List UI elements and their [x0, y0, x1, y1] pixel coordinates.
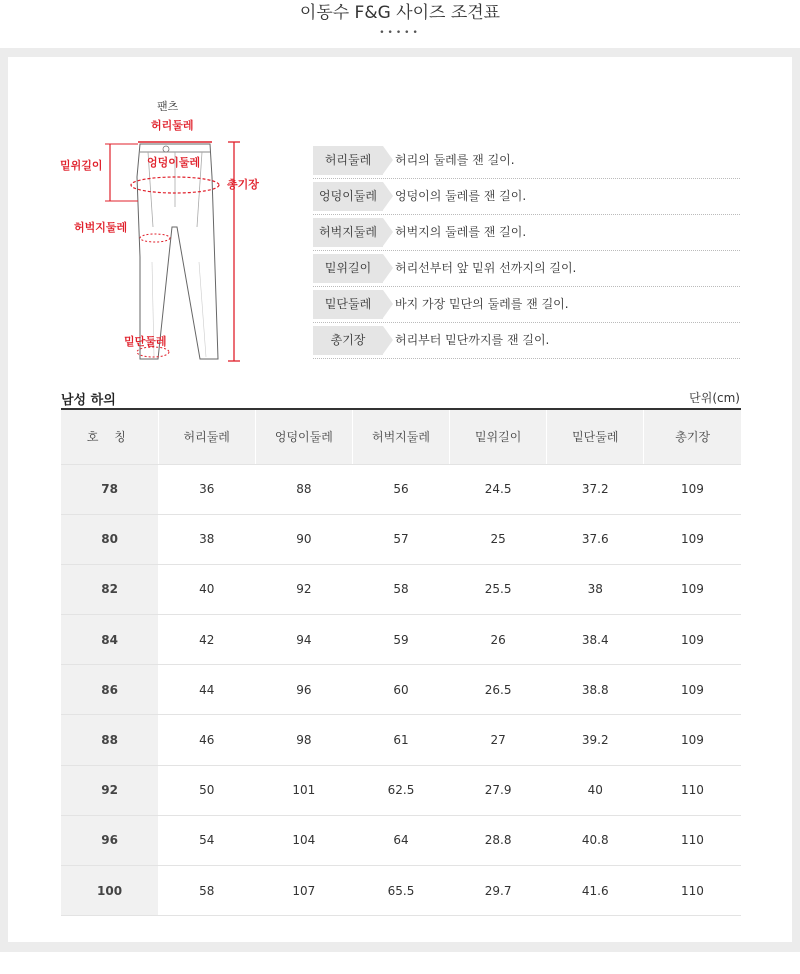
measurement-cell: 25 [450, 514, 547, 564]
measurement-cell: 50 [158, 765, 255, 815]
size-label-cell: 86 [61, 665, 158, 715]
table-row [61, 564, 741, 614]
definition-term: 밑단둘레 [313, 290, 383, 319]
page-title: 이동수 F&G 사이즈 조견표 [299, 3, 501, 23]
measurement-cell: 109 [644, 715, 741, 765]
measurement-cell: 44 [158, 665, 255, 715]
measurement-cell: 94 [255, 615, 352, 665]
measurement-cell: 28.8 [450, 815, 547, 865]
column-header: 밑위길이 [450, 409, 547, 464]
label-hip: 엉덩이둘레 [147, 156, 201, 169]
measurement-cell: 109 [644, 464, 741, 514]
definition-term: 허벅지둘레 [313, 218, 383, 247]
measurement-cell: 40 [158, 564, 255, 614]
measurement-cell: 88 [255, 464, 352, 514]
measurement-cell: 26 [450, 615, 547, 665]
measurement-cell: 26.5 [450, 665, 547, 715]
table-header-row [61, 409, 741, 464]
measurement-cell: 37.6 [547, 514, 644, 564]
measurement-cell: 90 [255, 514, 352, 564]
measurement-cell: 57 [352, 514, 449, 564]
table-row [61, 815, 741, 865]
measurement-cell: 40 [547, 765, 644, 815]
table-row [61, 765, 741, 815]
measurement-cell: 29.7 [450, 866, 547, 916]
measurement-cell: 101 [255, 765, 352, 815]
column-header: 총기장 [644, 409, 741, 464]
measurement-cell: 92 [255, 564, 352, 614]
definition-text: 허리의 둘레를 잰 길이. [395, 153, 515, 167]
measurement-cell: 109 [644, 615, 741, 665]
table-row [61, 615, 741, 665]
definition-text: 허벅지의 둘레를 잰 길이. [395, 225, 527, 239]
size-label-cell: 82 [61, 564, 158, 614]
table-row [61, 514, 741, 564]
label-rise: 밑위길이 [60, 159, 103, 172]
measurement-cell: 110 [644, 765, 741, 815]
column-header: 엉덩이둘레 [255, 409, 352, 464]
table-row [61, 665, 741, 715]
measurement-cell: 27.9 [450, 765, 547, 815]
measurement-cell: 25.5 [450, 564, 547, 614]
content-card [8, 57, 792, 942]
measurement-cell: 110 [644, 866, 741, 916]
definition-row [313, 323, 740, 359]
measurement-cell: 37.2 [547, 464, 644, 514]
size-label-cell: 92 [61, 765, 158, 815]
measurement-cell: 42 [158, 615, 255, 665]
definition-text: 허리부터 밑단까지를 잰 길이. [395, 333, 550, 347]
size-label-cell: 84 [61, 615, 158, 665]
definition-row [313, 215, 740, 251]
measurement-cell: 40.8 [547, 815, 644, 865]
measurement-cell: 107 [255, 866, 352, 916]
definition-row [313, 179, 740, 215]
size-label-cell: 80 [61, 514, 158, 564]
measurement-cell: 38 [158, 514, 255, 564]
label-waist: 허리둘레 [151, 119, 194, 132]
measurement-cell: 27 [450, 715, 547, 765]
measurement-cell: 54 [158, 815, 255, 865]
size-label-cell: 88 [61, 715, 158, 765]
measurement-cell: 62.5 [352, 765, 449, 815]
definition-text: 엉덩이의 둘레를 잰 길이. [395, 189, 527, 203]
content-frame [0, 48, 800, 952]
definition-term: 허리둘레 [313, 146, 383, 175]
table-row [61, 866, 741, 916]
table-row [61, 715, 741, 765]
label-hem: 밑단둘레 [124, 335, 167, 348]
column-header: 허벅지둘레 [352, 409, 449, 464]
measurement-cell: 38.8 [547, 665, 644, 715]
measurement-cell: 58 [158, 866, 255, 916]
measurement-cell: 36 [158, 464, 255, 514]
unit-label: 단위(cm) [689, 391, 740, 405]
diagram-title: 팬츠 [157, 100, 179, 113]
label-thigh: 허벅지둘레 [74, 221, 128, 234]
measurement-cell: 38.4 [547, 615, 644, 665]
measurement-cell: 61 [352, 715, 449, 765]
measurement-cell: 24.5 [450, 464, 547, 514]
measurement-cell: 109 [644, 514, 741, 564]
measurement-cell: 41.6 [547, 866, 644, 916]
measurement-definitions [313, 143, 740, 359]
measurement-cell: 56 [352, 464, 449, 514]
definition-term: 총기장 [313, 326, 383, 355]
measurement-cell: 64 [352, 815, 449, 865]
measurement-cell: 58 [352, 564, 449, 614]
measurement-cell: 46 [158, 715, 255, 765]
section-title: 남성 하의 [61, 393, 116, 408]
measurement-cell: 65.5 [352, 866, 449, 916]
measurement-cell: 96 [255, 665, 352, 715]
definition-term: 엉덩이둘레 [313, 182, 383, 211]
measurement-cell: 109 [644, 665, 741, 715]
measurement-cell: 109 [644, 564, 741, 614]
definition-text: 허리선부터 앞 밑위 선까지의 길이. [395, 261, 577, 275]
measurement-cell: 104 [255, 815, 352, 865]
measurement-cell: 38 [547, 564, 644, 614]
measurement-cell: 59 [352, 615, 449, 665]
size-label-cell: 96 [61, 815, 158, 865]
size-label-cell: 78 [61, 464, 158, 514]
definition-term: 밑위길이 [313, 254, 383, 283]
title-dots: ••••• [379, 28, 421, 38]
column-header: 밑단둘레 [547, 409, 644, 464]
measurement-cell: 39.2 [547, 715, 644, 765]
measurement-cell: 110 [644, 815, 741, 865]
definition-row [313, 251, 740, 287]
measurement-cell: 60 [352, 665, 449, 715]
column-header: 허리둘레 [158, 409, 255, 464]
measurement-cell: 98 [255, 715, 352, 765]
size-table [61, 408, 741, 916]
definition-row [313, 143, 740, 179]
label-total-length: 총기장 [227, 178, 259, 191]
pants-diagram [60, 97, 270, 377]
definition-text: 바지 가장 밑단의 둘레를 잰 길이. [395, 297, 569, 311]
column-header: 호 칭 [61, 409, 158, 464]
table-row [61, 464, 741, 514]
definition-row [313, 287, 740, 323]
size-label-cell: 100 [61, 866, 158, 916]
